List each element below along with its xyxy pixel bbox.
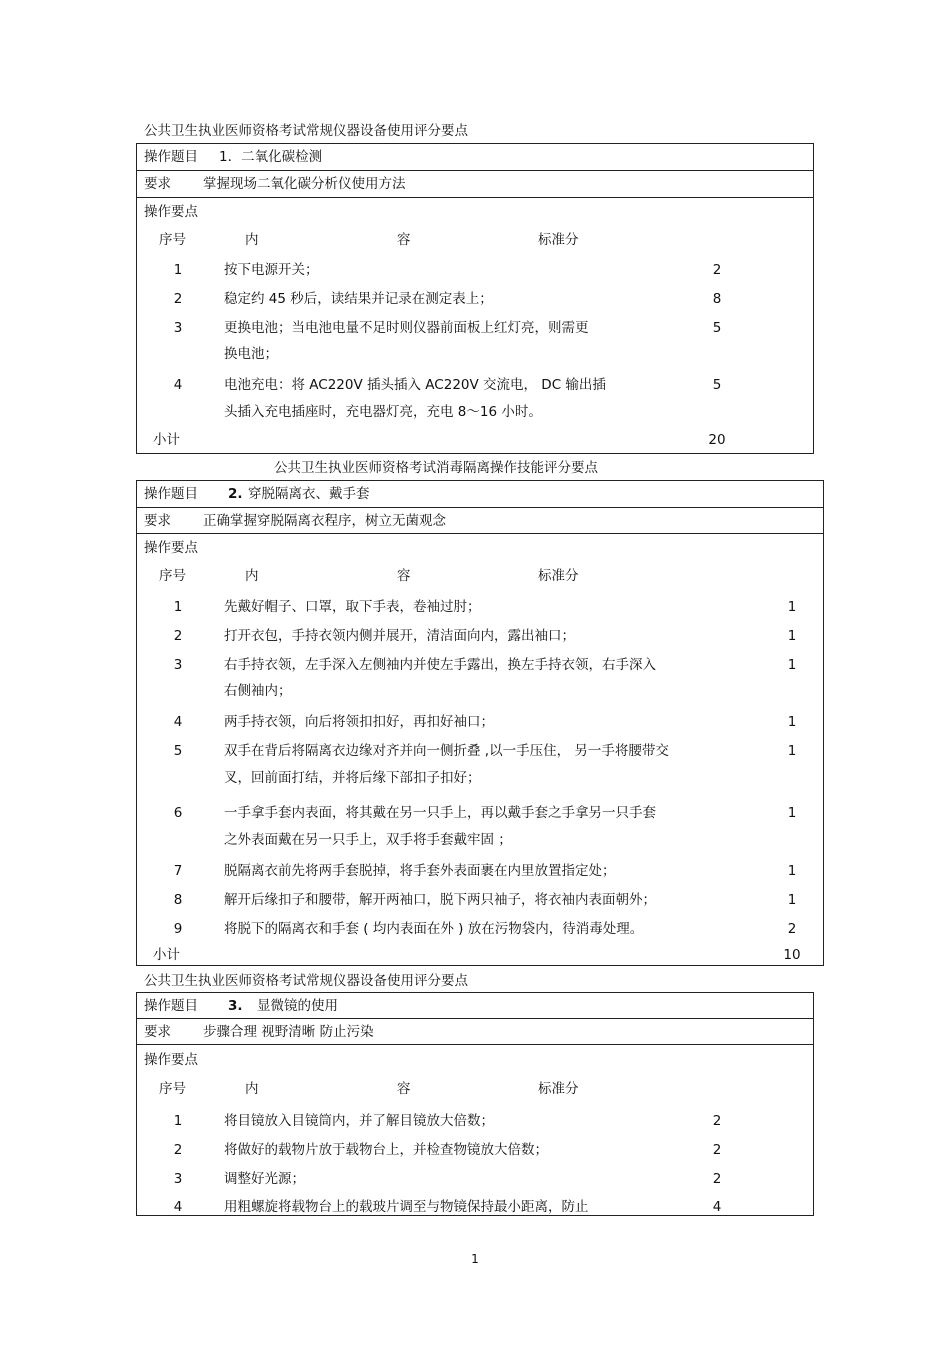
requirement-text: 正确掌握穿脱隔离衣程序，树立无菌观念 <box>203 513 446 529</box>
requirement-text: 步骤合理 视野清晰 防止污染 <box>203 1024 374 1040</box>
item-content-line1: 更换电池；当电池电量不足时则仪器前面板上红灯亮，则需更 <box>224 320 589 336</box>
item-content-line2: 之外表面戴在另一只手上，双手将手套戴牢固 ； <box>224 832 512 848</box>
item-score: 1 <box>787 805 797 821</box>
item-number: 4 <box>173 1199 183 1215</box>
requirement-text: 掌握现场二氧化碳分析仪使用方法 <box>203 176 406 192</box>
item-number: 2 <box>173 628 183 644</box>
item-content: 用粗螺旋将载物台上的载玻片调至与物镜保持最小距离，防止 <box>224 1199 589 1215</box>
topic-title: 显微镜的使用 <box>257 998 338 1014</box>
topic-title: 穿脱隔离衣、戴手套 <box>248 486 370 502</box>
requirement-label: 要求 <box>144 176 171 192</box>
item-content: 先戴好帽子、口罩，取下手表，卷袖过肘； <box>224 599 481 615</box>
item-number: 3 <box>173 657 183 673</box>
item-number: 4 <box>173 377 183 393</box>
item-score: 2 <box>712 1113 722 1129</box>
item-content-line1: 电池充电：将 AC220V 插头插入 AC220V 交流电， DC 输出插 <box>224 377 606 393</box>
item-number: 2 <box>173 1142 183 1158</box>
page-number: 1 <box>471 1252 479 1266</box>
topic-number: 2. <box>228 486 243 502</box>
item-number: 8 <box>173 892 183 908</box>
table-row <box>137 289 813 315</box>
col-header-content-a: 内 <box>245 568 259 584</box>
section2-topic-row <box>137 481 823 508</box>
topic-label: 操作题目 <box>144 486 198 502</box>
table-row <box>137 712 823 738</box>
item-score: 4 <box>712 1199 722 1215</box>
item-number: 2 <box>173 291 183 307</box>
subtotal-value: 10 <box>783 947 801 963</box>
item-content-line1: 右手持衣领，左手深入左侧袖内并使左手露出，换左手持衣领，右手深入 <box>224 657 656 673</box>
subtotal-label: 小计 <box>153 432 180 448</box>
col-header-no: 序号 <box>159 1081 186 1097</box>
col-header-score: 标准分 <box>538 568 579 584</box>
topic-label: 操作题目 <box>144 998 198 1014</box>
table-row <box>137 655 823 707</box>
item-score: 1 <box>787 599 797 615</box>
item-content: 两手持衣领，向后将领扣扣好，再扣好袖口； <box>224 714 494 730</box>
table-row <box>137 741 823 793</box>
table-row <box>137 260 813 286</box>
item-number: 7 <box>173 863 183 879</box>
item-number: 3 <box>173 320 183 336</box>
item-score: 2 <box>712 1171 722 1187</box>
table-row <box>137 803 823 855</box>
item-content: 将做好的载物片放于载物台上，并检查物镜放大倍数； <box>224 1142 548 1158</box>
col-header-score: 标准分 <box>538 1081 579 1097</box>
subtotal-value: 20 <box>708 432 726 448</box>
item-content-line2: 右侧袖内； <box>224 683 292 699</box>
section1-table <box>136 143 814 454</box>
col-header-no: 序号 <box>159 232 186 248</box>
section1-topic-row <box>137 144 813 171</box>
item-score: 1 <box>787 892 797 908</box>
item-content-line1: 一手拿手套内表面，将其戴在另一只手上，再以戴手套之手拿另一只手套 <box>224 805 656 821</box>
requirement-label: 要求 <box>144 1024 171 1040</box>
item-number: 1 <box>173 262 183 278</box>
item-score: 2 <box>712 262 722 278</box>
item-number: 1 <box>173 1113 183 1129</box>
item-score: 1 <box>787 863 797 879</box>
item-score: 1 <box>787 657 797 673</box>
item-content: 按下电源开关； <box>224 262 319 278</box>
col-header-no: 序号 <box>159 568 186 584</box>
item-number: 1 <box>173 599 183 615</box>
item-content-line2: 头插入充电插座时，充电器灯亮，充电 8～16 小时。 <box>224 404 542 420</box>
table-row <box>137 1197 813 1217</box>
requirement-label: 要求 <box>144 513 171 529</box>
col-header-content-a: 内 <box>245 1081 259 1097</box>
item-content-line2: 叉，回前面打结，并将后缘下部扣子扣好； <box>224 770 481 786</box>
table-row <box>137 1140 813 1166</box>
table-row <box>137 318 813 370</box>
item-score: 1 <box>787 743 797 759</box>
section1-heading: 公共卫生执业医师资格考试常规仪器设备使用评分要点 <box>144 123 468 139</box>
section3-heading: 公共卫生执业医师资格考试常规仪器设备使用评分要点 <box>144 973 468 989</box>
topic-label: 操作题目 <box>144 149 198 165</box>
item-score: 1 <box>787 714 797 730</box>
topic-number: 3. <box>228 998 243 1014</box>
table-row <box>137 626 823 652</box>
table-row <box>137 861 823 887</box>
col-header-content-b: 容 <box>397 1081 411 1097</box>
item-score: 2 <box>787 921 797 937</box>
col-header-score: 标准分 <box>538 232 579 248</box>
item-number: 3 <box>173 1171 183 1187</box>
subtotal-label: 小计 <box>153 947 180 963</box>
item-content: 解开后缘扣子和腰带，解开两袖口，脱下两只袖子，将衣袖内表面朝外； <box>224 892 656 908</box>
table-row <box>137 597 823 623</box>
item-score: 5 <box>712 377 722 393</box>
points-label: 操作要点 <box>144 204 198 220</box>
item-score: 5 <box>712 320 722 336</box>
item-content: 将脱下的隔离衣和手套 ( 均内表面在外 ) 放在污物袋内，待消毒处理。 <box>224 921 644 937</box>
item-content: 调整好光源； <box>224 1171 305 1187</box>
item-content: 将目镜放入目镜筒内，并了解目镜放大倍数； <box>224 1113 494 1129</box>
points-label: 操作要点 <box>144 540 198 556</box>
section2-table <box>136 480 824 966</box>
item-content: 打开衣包，手持衣领内侧并展开，清洁面向内，露出袖口； <box>224 628 575 644</box>
col-header-content-a: 内 <box>245 232 259 248</box>
topic-title: 1．二氧化碳检测 <box>219 149 323 165</box>
item-content-line1: 双手在背后将隔离衣边缘对齐并向一侧折叠 ,以一手压住， 另一手将腰带交 <box>224 743 669 759</box>
item-content: 脱隔离衣前先将两手套脱掉，将手套外表面裹在内里放置指定处； <box>224 863 616 879</box>
item-score: 1 <box>787 628 797 644</box>
section3-table <box>136 992 814 1216</box>
table-row <box>137 1111 813 1137</box>
item-number: 6 <box>173 805 183 821</box>
item-number: 4 <box>173 714 183 730</box>
section1-requirement-row <box>137 171 813 198</box>
item-content: 稳定约 45 秒后，读结果并记录在测定表上； <box>224 291 493 307</box>
section3-requirement-row <box>137 1019 813 1045</box>
table-row <box>137 375 813 427</box>
section2-heading: 公共卫生执业医师资格考试消毒隔离操作技能评分要点 <box>274 460 598 476</box>
table-row <box>137 919 823 945</box>
points-label: 操作要点 <box>144 1052 198 1068</box>
item-number: 5 <box>173 743 183 759</box>
item-content-line2: 换电池； <box>224 346 278 362</box>
item-score: 2 <box>712 1142 722 1158</box>
section2-requirement-row <box>137 508 823 534</box>
item-number: 9 <box>173 921 183 937</box>
table-row <box>137 1169 813 1195</box>
section3-topic-row <box>137 993 813 1019</box>
col-header-content-b: 容 <box>397 568 411 584</box>
table-row <box>137 890 823 916</box>
col-header-content-b: 容 <box>397 232 411 248</box>
item-score: 8 <box>712 291 722 307</box>
